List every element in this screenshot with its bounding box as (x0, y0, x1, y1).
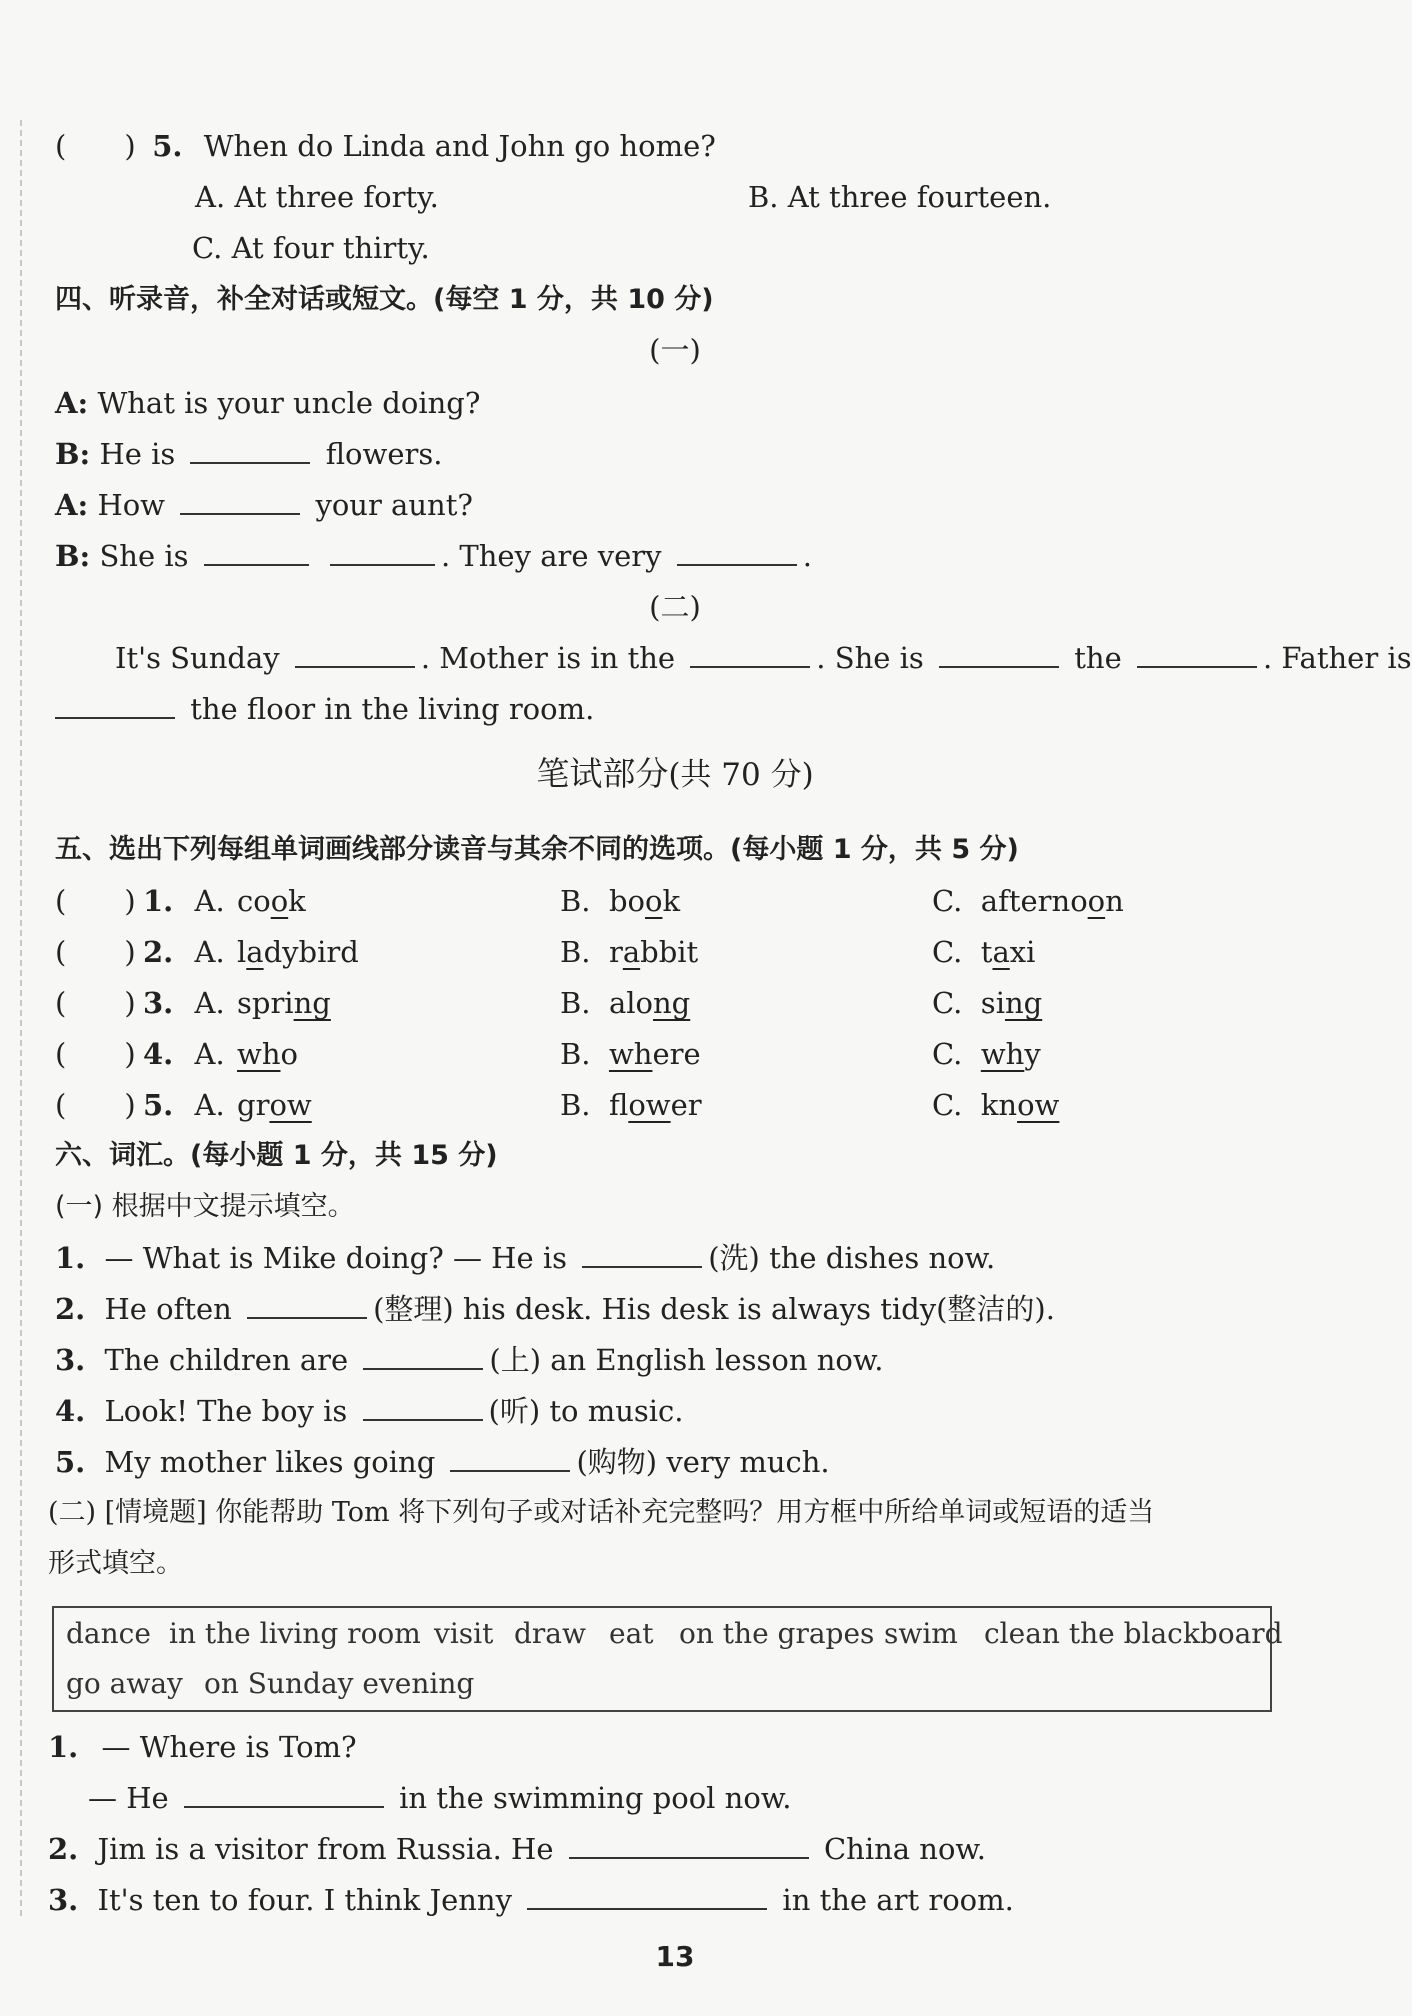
vocab-item-1: 1. — What is Mike doing? — He is (洗) the dishes now. (55, 1238, 995, 1278)
word-bank-item: eat (609, 1617, 654, 1650)
option-a-word: spring (237, 986, 331, 1020)
word-bank-item: go away (66, 1667, 183, 1700)
context-item-3: 3. It's ten to four. I think Jenny in the art room. (48, 1880, 1014, 1920)
fill-blank[interactable] (247, 1289, 367, 1319)
page-number: 13 (655, 1940, 695, 1973)
section-4-title: 四、听录音，补全对话或短文。(每空 1 分，共 10 分) (55, 284, 714, 315)
context-item-2: 2. Jim is a visitor from Russia. He China now. (48, 1829, 986, 1869)
word-bank-item: swim (884, 1617, 958, 1650)
speaker: B: (55, 437, 91, 471)
fill-blank[interactable] (677, 536, 797, 566)
phonics-row: ( ) 2. A. (55, 935, 225, 969)
question-number: 5. (152, 129, 183, 163)
fill-blank[interactable] (363, 1340, 483, 1370)
option-b: B. where (560, 1037, 701, 1071)
fill-blank[interactable] (569, 1829, 809, 1859)
fill-blank[interactable] (180, 485, 300, 515)
option-c: C. taxi (932, 935, 1036, 969)
section-6-part-1: (一) 根据中文提示填空。 (55, 1191, 355, 1222)
option-c: C. afternoon (932, 884, 1124, 918)
part-2-label: (二) (649, 590, 701, 624)
option-b: B. flower (560, 1088, 702, 1122)
dialogue-line-4: B: She is . They are very . (55, 536, 812, 576)
option-a-word: ladybird (237, 935, 359, 969)
vocab-item-3: 3. The children are (上) an English lesson now. (55, 1340, 883, 1380)
section-6-part-2-instructions: (二) [情境题] 你能帮助 Tom 将下列句子或对话补充完整吗？用方框中所给单词或短语的适当 (48, 1497, 1155, 1528)
word-bank-item: visit (434, 1617, 494, 1650)
fill-blank[interactable] (1137, 638, 1257, 668)
option-b: B. along (560, 986, 691, 1020)
fill-blank[interactable] (527, 1880, 767, 1910)
fill-blank[interactable] (450, 1442, 570, 1472)
fill-blank[interactable] (363, 1391, 483, 1421)
option-a-word: grow (237, 1088, 312, 1122)
word-bank-item: on Sunday evening (204, 1667, 475, 1700)
phonics-row: ( ) 1. A. (55, 884, 225, 918)
fill-blank[interactable] (295, 638, 415, 668)
option-c: C. why (932, 1037, 1041, 1071)
option-a-word: who (237, 1037, 298, 1071)
word-bank-item: clean the blackboard (984, 1617, 1283, 1650)
section-6-part-2-instructions-cont: 形式填空。 (48, 1548, 183, 1579)
option-c: C. At four thirty. (192, 231, 430, 265)
answer-paren[interactable]: ( ) (55, 129, 136, 163)
part-1-label: (一) (649, 333, 701, 367)
section-5-title: 五、选出下列每组单词画线部分读音与其余不同的选项。(每小题 1 分，共 5 分) (55, 834, 1019, 865)
option-b: B. book (560, 884, 681, 918)
question-text: When do Linda and John go home? (203, 129, 716, 163)
dialogue-line-3: A: How your aunt? (55, 485, 473, 525)
option-c: C. sing (932, 986, 1043, 1020)
dialogue-line-1: A: What is your uncle doing? (55, 386, 481, 420)
written-part-heading (0, 752, 1350, 797)
speaker: A: (55, 488, 89, 522)
written-score: (共 70 分) (668, 757, 814, 793)
option-a: A. At three forty. (195, 180, 439, 214)
option-b: B. At three fourteen. (748, 180, 1052, 214)
passage-line-1: It's Sunday . Mother is in the . She is the . Father is (115, 638, 1412, 678)
section-6-title: 六、词汇。(每小题 1 分，共 15 分) (55, 1140, 498, 1171)
word-bank-box (52, 1606, 1283, 1712)
fill-blank[interactable] (204, 536, 309, 566)
word-bank-item: dance (66, 1617, 151, 1650)
binding-margin-line (20, 120, 22, 1916)
speaker: A: (55, 386, 89, 420)
vocab-item-4: 4. Look! The boy is (听) to music. (55, 1391, 684, 1431)
fill-blank[interactable] (690, 638, 810, 668)
word-bank-item: in the living room (169, 1617, 421, 1650)
context-item-1-answer: — He in the swimming pool now. (88, 1778, 791, 1818)
option-a-word: cook (237, 884, 306, 918)
word-bank-item: draw (514, 1617, 586, 1650)
fill-blank[interactable] (582, 1238, 702, 1268)
option-b: B. rabbit (560, 935, 699, 969)
context-item-1: 1. — Where is Tom? (48, 1730, 357, 1764)
vocab-item-2: 2. He often (整理) his desk. His desk is always tidy(整洁的). (55, 1289, 1055, 1329)
listening-question-5 (55, 126, 716, 166)
fill-blank[interactable] (330, 536, 435, 566)
word-bank-item: on the grapes (679, 1617, 875, 1650)
fill-blank[interactable] (190, 434, 310, 464)
phonics-row: ( ) 4. A. (55, 1037, 225, 1071)
speaker: B: (55, 539, 91, 573)
passage-line-2: the floor in the living room. (55, 689, 594, 729)
phonics-row: ( ) 3. A. (55, 986, 225, 1020)
option-c: C. know (932, 1088, 1060, 1122)
vocab-item-5: 5. My mother likes going (购物) very much. (55, 1442, 830, 1482)
fill-blank[interactable] (939, 638, 1059, 668)
fill-blank[interactable] (55, 689, 175, 719)
dialogue-line-2: B: He is flowers. (55, 434, 442, 474)
phonics-row: ( ) 5. A. (55, 1088, 225, 1122)
fill-blank[interactable] (184, 1778, 384, 1808)
written-title: 笔试部分 (536, 754, 669, 793)
